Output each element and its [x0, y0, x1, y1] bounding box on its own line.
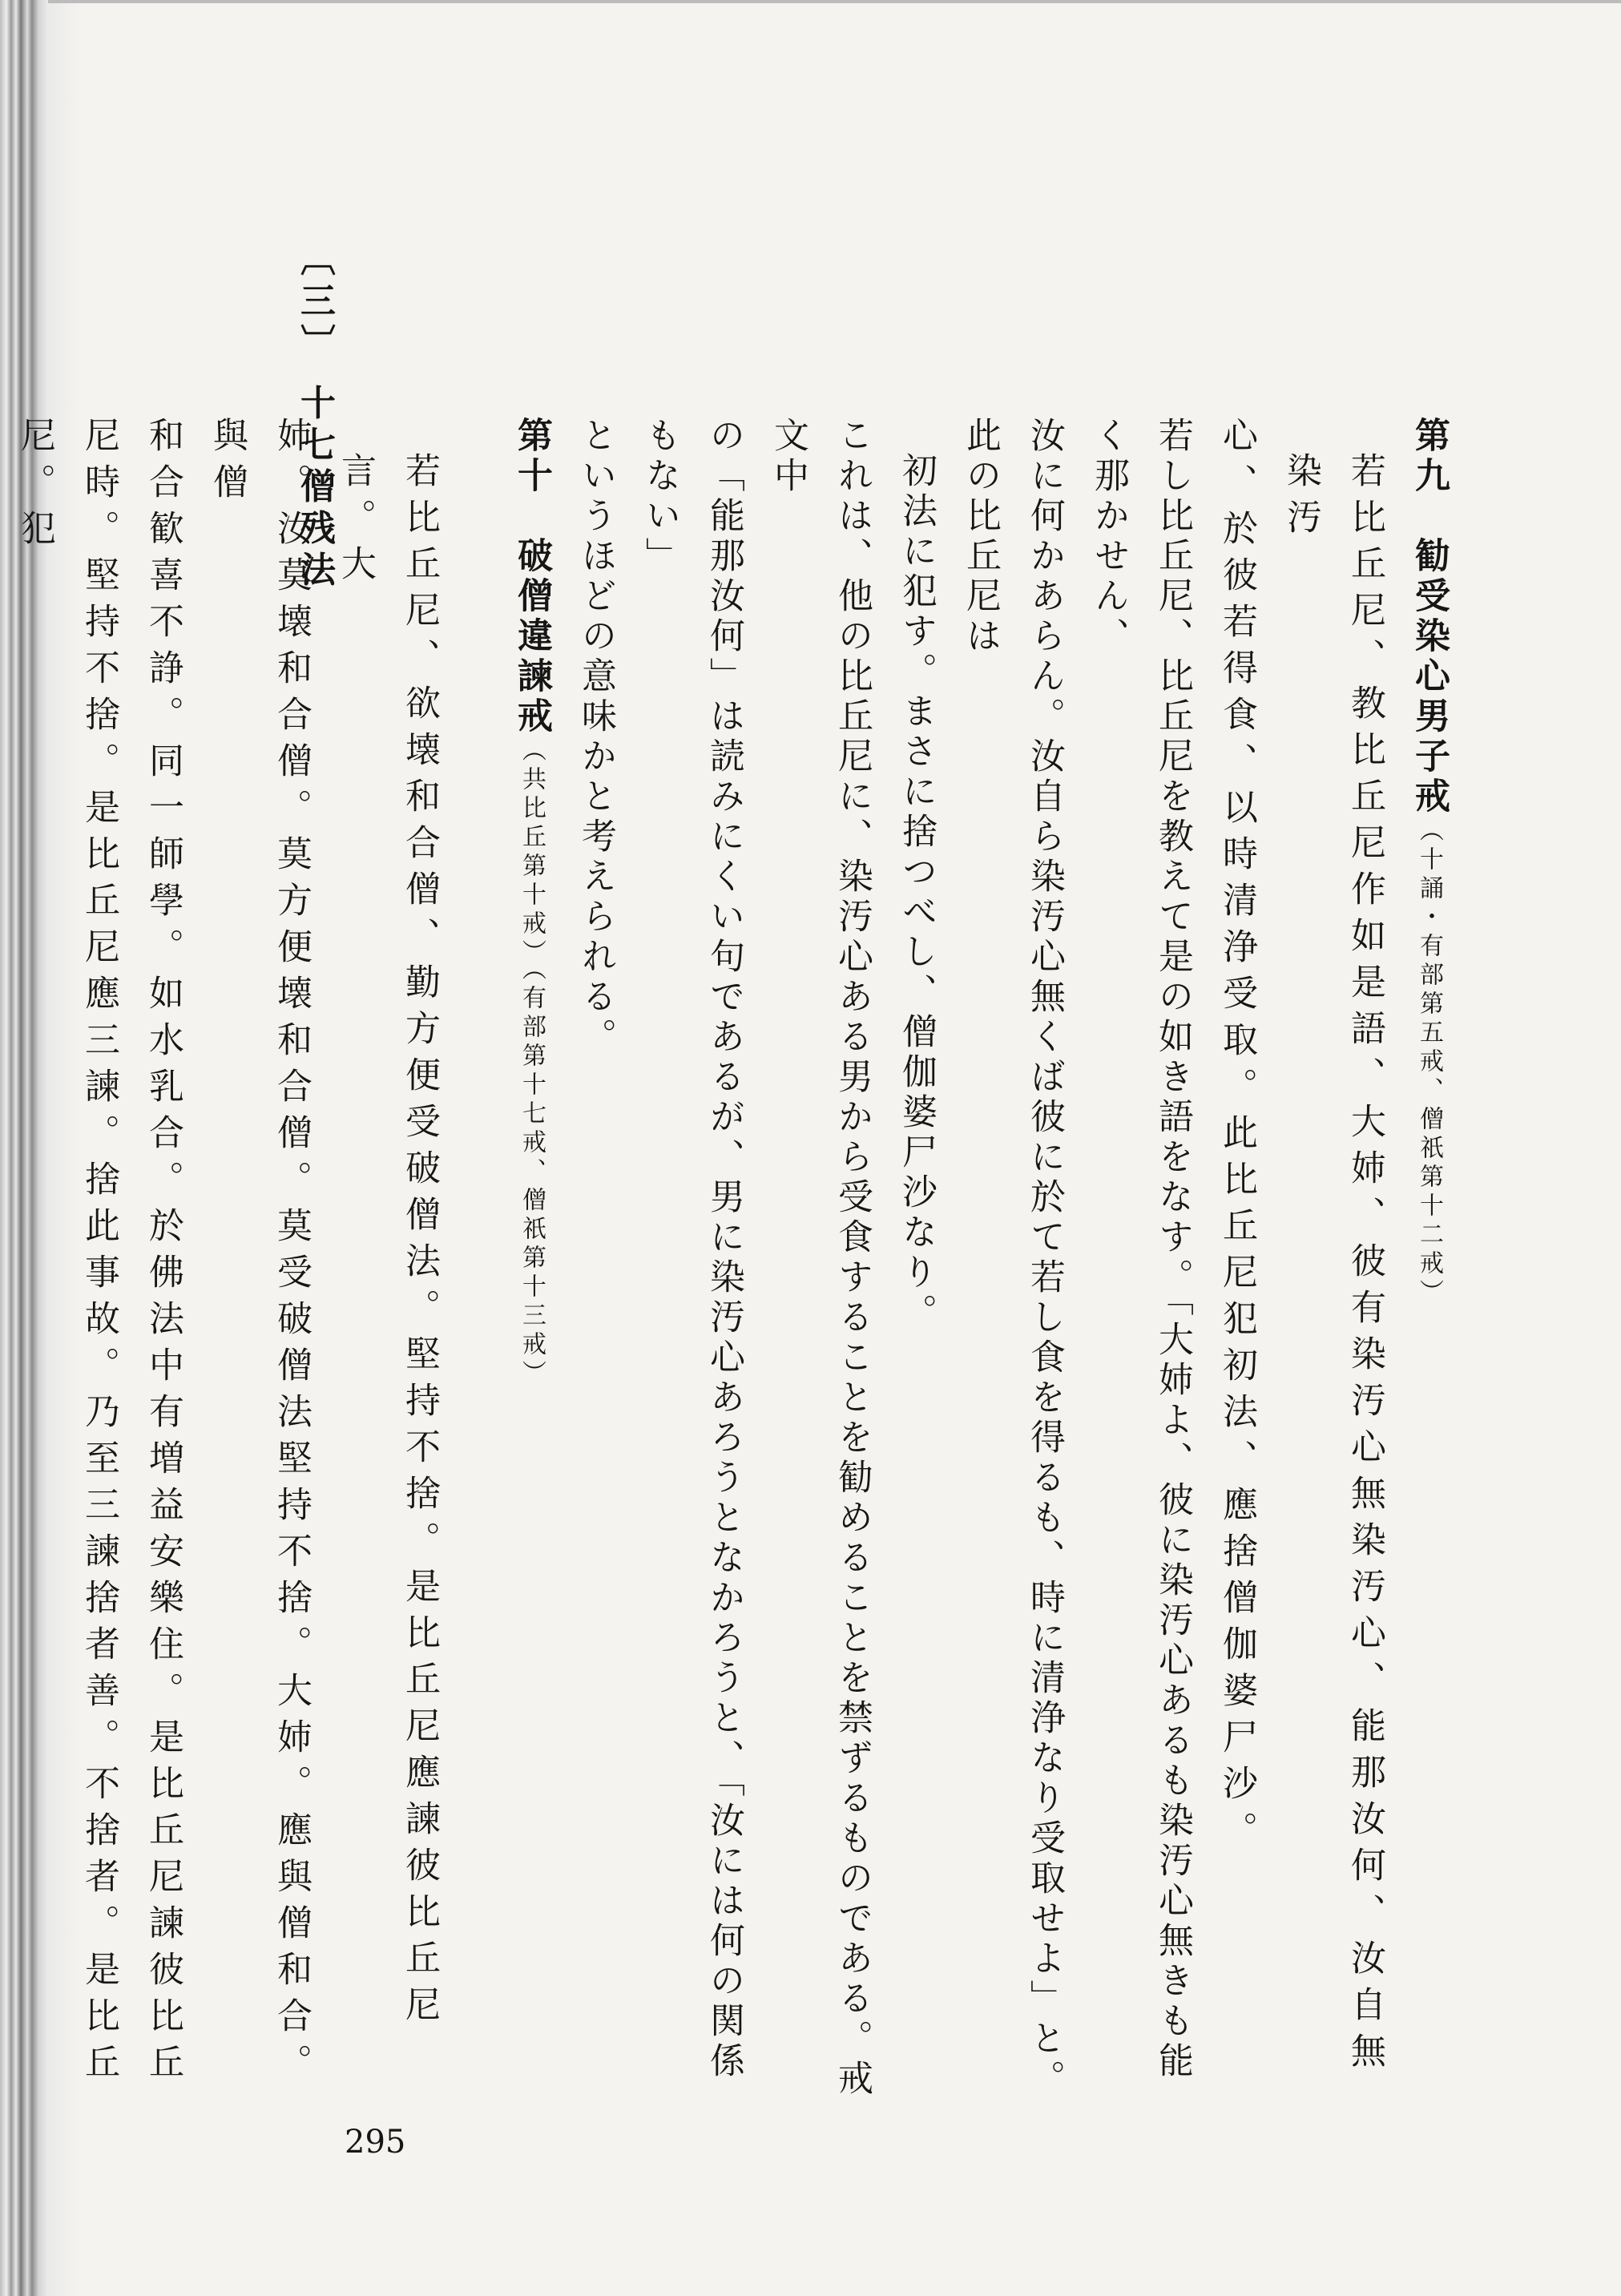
section-10-kanbun-line: 尼時。堅持不捨。是比丘尼應三諫。捨此事故。乃至三諫捨者善。不捨者。是比丘尼。犯 [14, 417, 119, 2090]
section-9-note: （十誦・有部第五戒、僧祇第十二戒） [1415, 817, 1443, 1308]
section-9-translation-line: 初法に犯す。まさに捨つべし、僧伽婆尸沙なり。 [896, 452, 937, 1334]
section-9-translation-line: 若し比丘尼、比丘尼を教えて是の如き語をなす。「大姉よ、彼に染汚心あるも染汚心無きも能く那かせん、 [1088, 417, 1193, 2082]
body-text [0, 417, 1461, 2116]
section-10-kanbun-line: 姉。汝莫壊和合僧。莫方便壊和合僧。莫受破僧法堅持不捨。大姉。應與僧和合。與僧 [207, 417, 312, 2090]
section-10-kanbun-line: 若比丘尼、欲壊和合僧、勤方便受破僧法。堅持不捨。是比丘尼應諫彼比丘尼言。大 [335, 452, 440, 2032]
section-10-kanbun-line [0, 417, 2, 2116]
section-9-title: 第九 勧受染心男子戒 [1409, 417, 1450, 817]
section-9-commentary-line: これは、他の比丘尼に、染汚心ある男から受食することを勧めることを禁ずるものである。戒文中 [768, 417, 873, 2100]
section-9-kanbun-line: 若比丘尼、教比丘尼作如是語、大姉、彼有染汚心無染汚心、能那汝何、汝自無染汚 [1280, 452, 1385, 2079]
page-number: 295 [345, 2124, 406, 2161]
section-10-note: （共比丘第十戒）（有部第十七戒、僧祇第十三戒） [518, 737, 546, 1389]
section-9-commentary-line: というほどの意味かと考えられる。 [575, 417, 616, 1058]
section-9-kanbun-line: 心、於彼若得食、以時清浄受取。此比丘尼犯初法、應捨僧伽婆尸沙。 [1216, 417, 1257, 1858]
section-9-heading [1397, 417, 1461, 2116]
section-9-translation-line: 汝に何かあらん。汝自ら染汚心無くば彼に於て若し食を得るも、時に清浄なり受取せよ」と。此の比丘尼は [960, 417, 1065, 2100]
section-9-commentary-line: の「能那汝何」は読みにくい句であるが、男に染汚心あろうとなかろうと、「汝には何の関係もない」 [639, 417, 744, 2082]
section-10-kanbun-line: 和合歓喜不諍。同一師學。如水乳合。於佛法中有増益安樂住。是比丘尼諫彼比丘 [143, 417, 183, 2090]
page-top-edge [48, 0, 1621, 3]
running-header: 〔三〕 十七僧残法 [294, 240, 335, 593]
section-10-heading [499, 417, 563, 2116]
section-10-title: 第十 破僧違諫戒 [511, 417, 552, 737]
